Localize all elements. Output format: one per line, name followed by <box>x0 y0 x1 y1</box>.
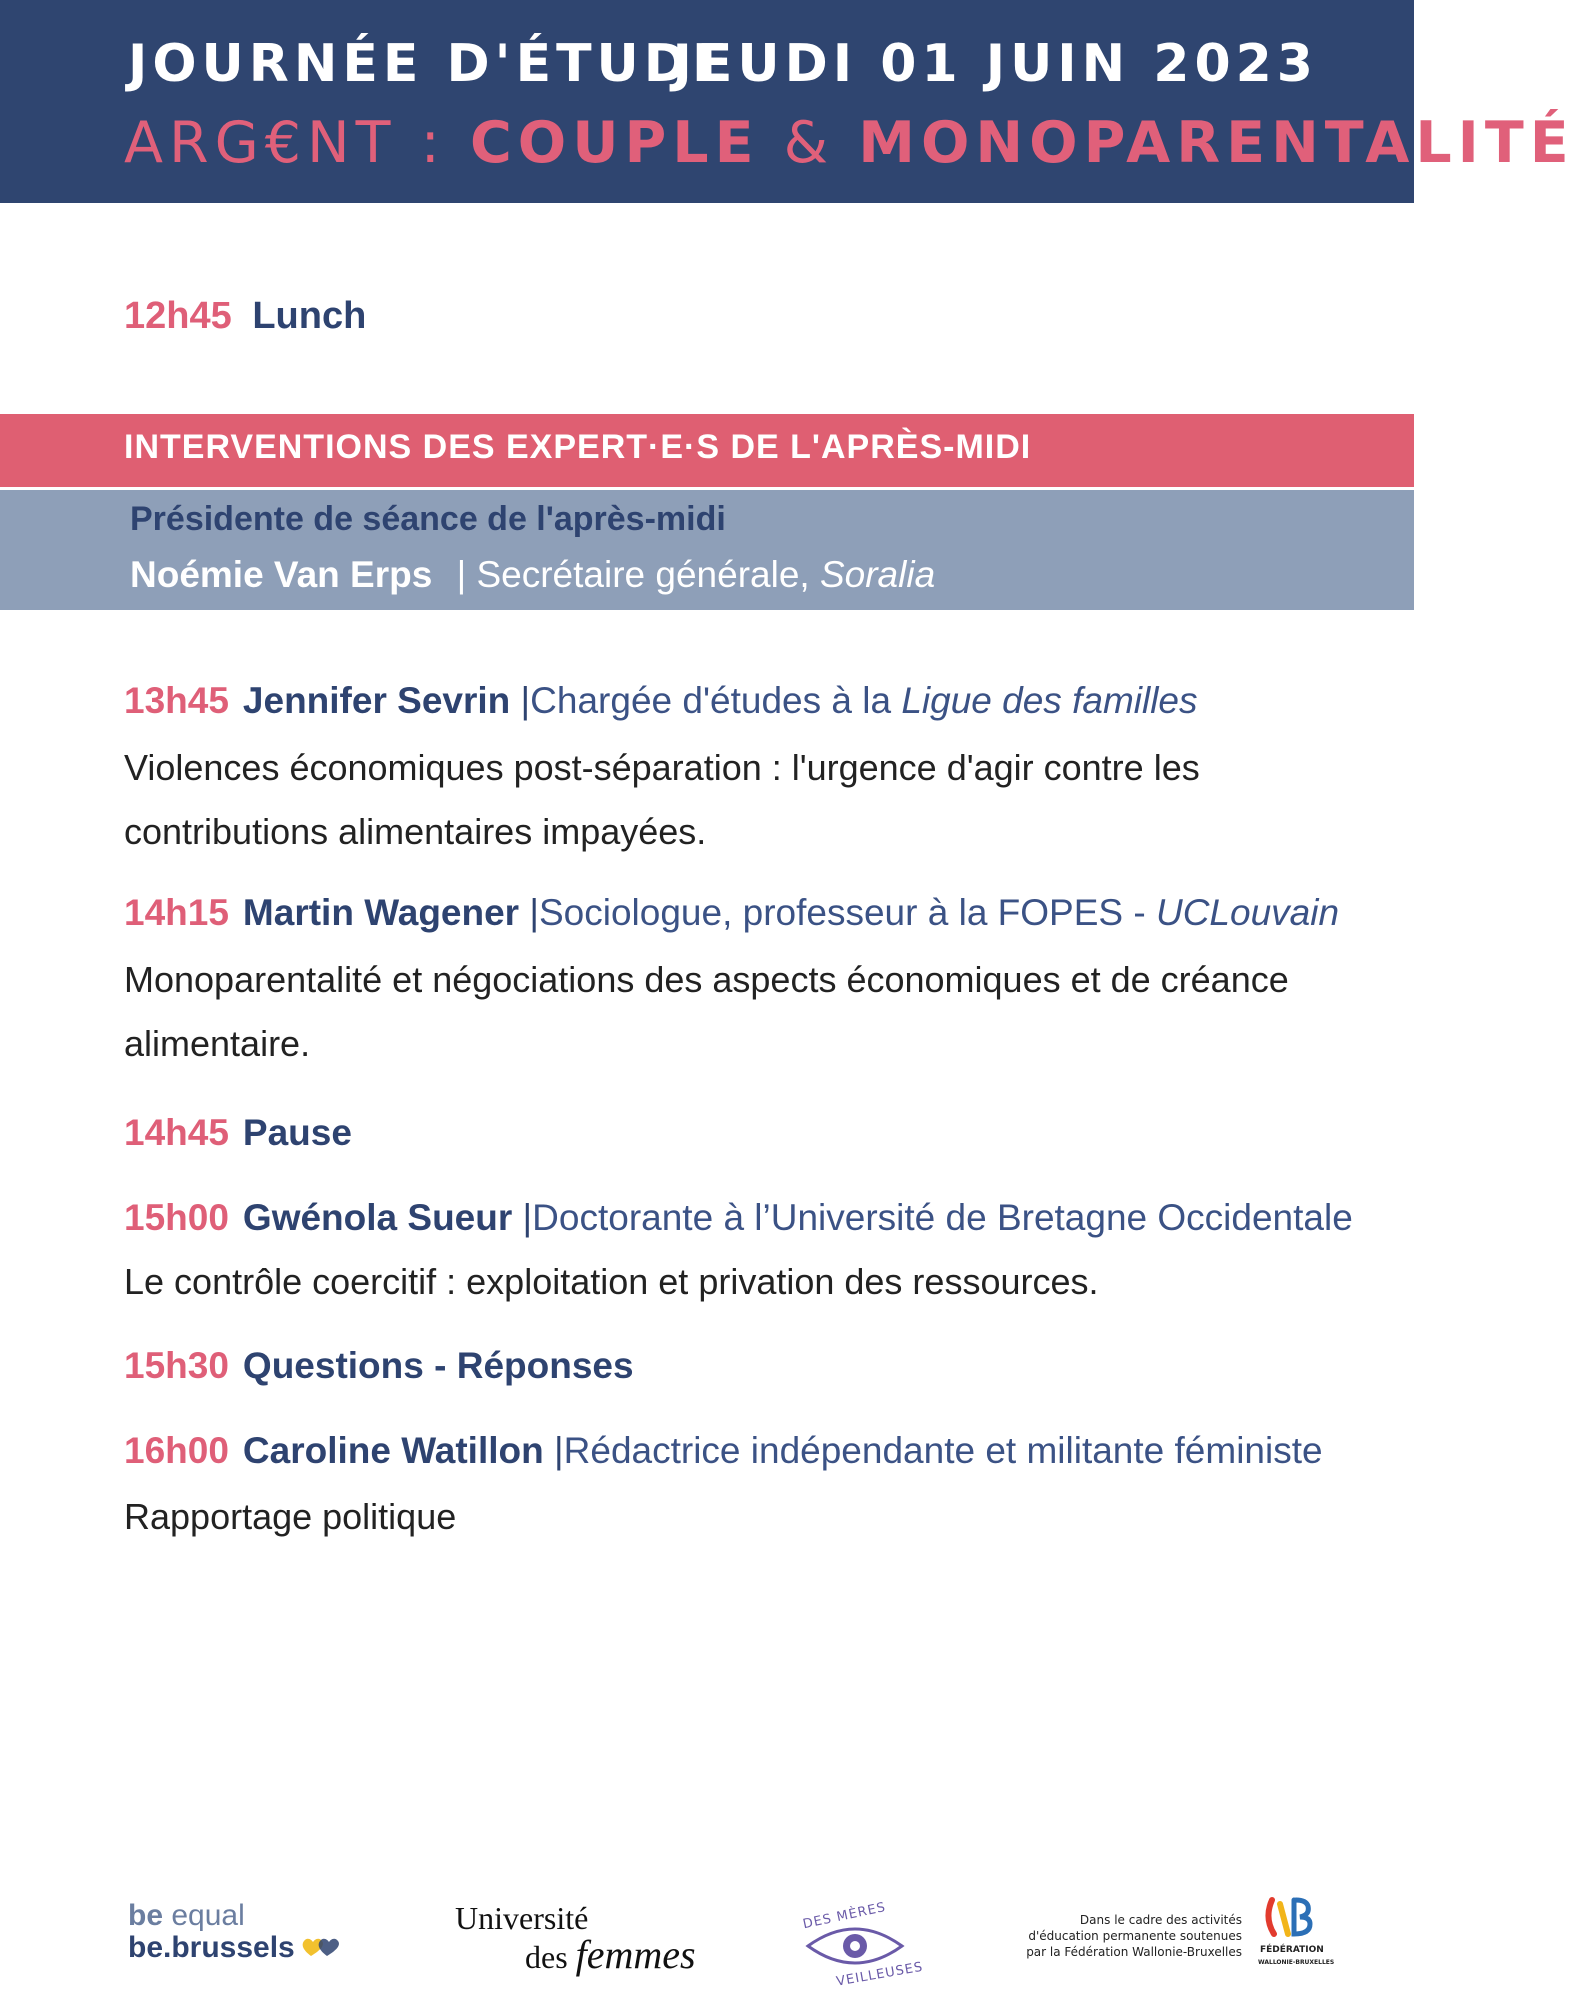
chair-banner <box>0 490 1414 610</box>
header-title-row <box>0 30 1414 100</box>
item-desc-line: Rapportage politique <box>124 1496 457 1537</box>
item-label: Questions - Réponses <box>242 1345 634 1386</box>
chair-line <box>130 554 935 596</box>
item-org: UCLouvain <box>1155 892 1340 933</box>
meres-top-text: DES MÈRES <box>801 1899 888 1933</box>
chair-org: Soralia <box>819 554 936 595</box>
item-time: 14h45 <box>124 1112 229 1153</box>
fwb-label-2: WALLONIE-BRUXELLES <box>1258 1959 1335 1966</box>
item-separator: | <box>554 1430 564 1471</box>
item-desc-line: Monoparentalité et négociations des aspects économiques et de créance <box>124 959 1289 1000</box>
be-equal-word2: equal <box>171 1899 245 1932</box>
be-equal-logo <box>128 1900 339 1965</box>
item-desc-line: alimentaire. <box>124 1023 311 1064</box>
chair-role: Secrétaire générale, <box>476 554 810 595</box>
item-time: 15h30 <box>124 1345 229 1386</box>
fwb-note <box>982 1912 1242 1960</box>
program-item-head <box>124 1430 1323 1472</box>
program-item-desc <box>124 1485 1354 1549</box>
program-item-head <box>124 680 1198 722</box>
item-role: Sociologue, professeur à la FOPES - <box>539 892 1146 933</box>
item-speaker: Caroline Watillon <box>242 1430 544 1471</box>
fwb-note-line: d'éducation permanente soutenues <box>1028 1929 1242 1943</box>
item-separator: | <box>520 680 531 721</box>
item-speaker: Gwénola Sueur <box>242 1197 513 1238</box>
footer-logos <box>0 1880 1414 2000</box>
universite-des-femmes-logo <box>455 1900 696 1978</box>
subtitle-argent: ARG€NT : <box>124 110 446 176</box>
header-banner <box>0 0 1575 203</box>
program-item-head <box>124 1345 634 1387</box>
item-role: Doctorante à l’Université de Bretagne Occidentale <box>532 1197 1353 1238</box>
item-speaker: Jennifer Sevrin <box>242 680 511 721</box>
chair-name: Noémie Van Erps <box>130 554 433 595</box>
subtitle-couple: COUPLE <box>469 110 760 176</box>
lunch-time: 12h45 <box>124 295 232 337</box>
item-role: Rédactrice indépendante et militante féministe <box>563 1430 1323 1471</box>
event-date: JEUDI 01 JUIN 2023 <box>672 34 1318 94</box>
fwb-label-1: FÉDÉRATION <box>1260 1945 1324 1955</box>
item-time: 13h45 <box>124 680 229 721</box>
univ-des-word: des <box>525 1939 568 1975</box>
item-time: 16h00 <box>124 1430 229 1471</box>
federation-wallonie-bruxelles-logo <box>1258 1890 1335 1980</box>
program-item-head <box>124 1112 352 1154</box>
item-separator: | <box>522 1197 533 1238</box>
program-item-desc <box>124 736 1354 864</box>
fwb-note-line: Dans le cadre des activités <box>1079 1913 1242 1927</box>
item-role: Chargée d'études à la <box>530 680 892 721</box>
lunch-label: Lunch <box>252 295 367 337</box>
program-item-desc <box>124 948 1354 1076</box>
heart-icon <box>301 1933 339 1965</box>
be-brussels-word: be.brussels <box>128 1931 295 1964</box>
univ-femmes-word: femmes <box>575 1932 696 1977</box>
program-item-desc <box>124 1250 1354 1314</box>
item-separator: | <box>529 892 539 933</box>
program-item-head <box>124 1197 1353 1239</box>
lunch-item <box>124 295 366 338</box>
item-desc-line: Violences économiques post-séparation : l'urgence d'agir contre les <box>124 747 1200 788</box>
item-label: Pause <box>242 1112 352 1153</box>
meres-bottom-text: VEILLEUSES <box>835 1959 925 1990</box>
chair-separator: | <box>456 554 467 595</box>
program-item-head <box>124 892 1339 934</box>
item-time: 15h00 <box>124 1197 229 1238</box>
univ-word: Université <box>455 1900 589 1936</box>
subtitle-ampersand: & <box>783 110 835 176</box>
item-time: 14h15 <box>124 892 229 933</box>
subtitle-monoparentalite: MONOPARENTALITÉ <box>858 110 1575 176</box>
chair-title: Présidente de séance de l'après-midi <box>130 500 726 538</box>
event-subtitle <box>124 110 1575 176</box>
fwb-note-line: par la Fédération Wallonie-Bruxelles <box>1026 1945 1242 1959</box>
section-banner <box>0 414 1414 487</box>
item-desc-line: contributions alimentaires impayées. <box>124 811 707 852</box>
event-label: JOURNÉE D'ÉTUDE <box>128 34 733 94</box>
meres-veilleuses-logo <box>800 1898 925 1990</box>
item-speaker: Martin Wagener <box>242 892 520 933</box>
item-desc-line: Le contrôle coercitif : exploitation et privation des ressources. <box>124 1261 1099 1302</box>
section-title: INTERVENTIONS DES EXPERT·E·S DE L'APRÈS-MIDI <box>124 428 1032 466</box>
item-org: Ligue des familles <box>901 680 1198 721</box>
be-equal-word1: be <box>128 1899 164 1932</box>
